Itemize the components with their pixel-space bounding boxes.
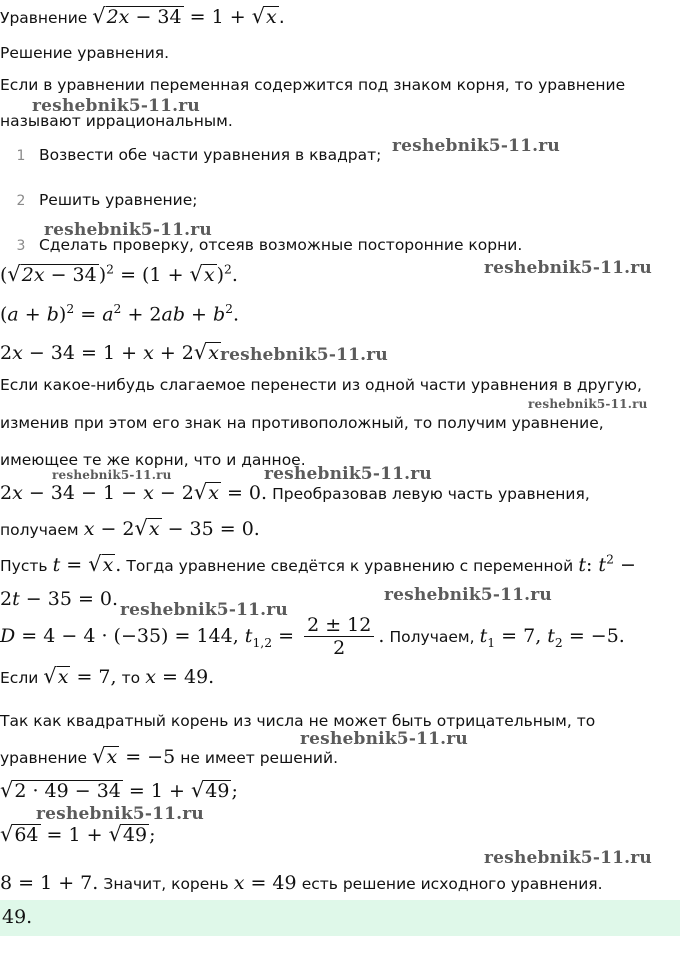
quadratic-equation: 2t − 35 = 0.	[0, 588, 119, 610]
negative-line-1: Так как квадратный корень из числа не может быть отрицательным, то	[0, 712, 596, 730]
transform-get: получаем	[0, 521, 79, 539]
equation-moved: 2x − 34 − 1 − x − 2√x = 0. Преобразовав левую часть уравнения,	[0, 480, 590, 504]
watermark: reshebnik5-11.ru	[384, 585, 552, 605]
watermark: reshebnik5-11.ru	[120, 600, 288, 620]
watermark: reshebnik5-11.ru	[300, 729, 468, 749]
if-line: Если √x = 7, то x = 49.	[0, 664, 215, 688]
conclusion-text-2: есть решение исходного уравнения.	[301, 875, 603, 893]
watermark: reshebnik5-11.ru	[528, 397, 648, 411]
discriminant-get: Получаем,	[389, 628, 475, 646]
answer-box	[0, 900, 680, 936]
check-line-1: √2 · 49 − 34 = 1 + √49 ;	[0, 778, 238, 802]
watermark: reshebnik5-11.ru	[52, 468, 172, 482]
watermark: reshebnik5-11.ru	[32, 96, 200, 116]
rule-line-3: имеющее те же корни, что и данное.	[0, 451, 306, 469]
watermark: reshebnik5-11.ru	[44, 220, 212, 240]
equation-simplified: получаем x − 2√x − 35 = 0.	[0, 516, 260, 540]
problem-prefix: Уравнение	[0, 9, 88, 27]
watermark: reshebnik5-11.ru	[484, 848, 652, 868]
step-number: 2	[16, 193, 26, 209]
intro-line-2: называют иррациональным.	[0, 112, 233, 130]
problem-statement: Уравнение √2x − 34 = 1 + √x .	[0, 4, 285, 28]
watermark: reshebnik5-11.ru	[392, 136, 560, 156]
step-number: 3	[16, 238, 26, 254]
equation-expanded: 2x − 34 = 1 + x + 2√x	[0, 340, 219, 364]
negative-line-2: уравнение √x = −5 не имеет решений.	[0, 744, 338, 768]
negative-prefix: уравнение	[0, 749, 88, 767]
step-text: Сделать проверку, отсеяв возможные посторонние корни.	[38, 236, 523, 254]
watermark: reshebnik5-11.ru	[264, 464, 432, 484]
discriminant-line: D = 4 − 4 · (−35) = 144, $t_{1,2}$ = $\frac{2 \pm 12}{2}$ . Получаем, $t_1 = 7$, $t_2 = -5$.	[0, 614, 625, 659]
step-item	[12, 146, 381, 164]
step-text: Решить уравнение;	[38, 191, 198, 209]
substitution-let: Пусть	[0, 557, 48, 575]
equation-identity: $(a + b)^2 = a^2 + 2ab + b^2$.	[0, 302, 240, 326]
step-text: Возвести обе части уравнения в квадрат;	[38, 146, 382, 164]
step-item	[12, 191, 197, 209]
check-line-2: √64 = 1 + √49 ;	[0, 822, 156, 846]
equation-squared: (√2x − 34 )$^2$ = (1 + √x )$^2$.	[0, 262, 238, 286]
watermark: reshebnik5-11.ru	[484, 258, 652, 278]
conclusion-text: Значит, корень	[103, 875, 229, 893]
then-word: то	[121, 669, 141, 687]
watermark: reshebnik5-11.ru	[220, 345, 388, 365]
substitution-then: Тогда уравнение сведётся к уравнению с переменной	[126, 557, 574, 575]
solution-heading: Решение уравнения.	[0, 44, 170, 62]
transform-text: Преобразовав левую часть уравнения,	[272, 485, 590, 503]
answer-value: 49.	[2, 906, 33, 928]
watermark: reshebnik5-11.ru	[36, 804, 204, 824]
rule-line-2: изменив при этом его знак на противоположный, то получим уравнение,	[0, 414, 604, 432]
conclusion-line: 8 = 1 + 7. Значит, корень x = 49 есть решение исходного уравнения.	[0, 872, 603, 894]
negative-suffix: не имеет решений.	[180, 749, 338, 767]
rule-line-1: Если какое-нибудь слагаемое перенести из одной части уравнения в другую,	[0, 376, 642, 394]
intro-line-1: Если в уравнении переменная содержится под знаком корня, то уравнение	[0, 76, 626, 94]
if-word: Если	[0, 669, 39, 687]
substitution-line: Пусть t = √x . Тогда уравнение сведётся к уравнению с переменной t: $t^2$ −	[0, 552, 636, 576]
step-number: 1	[16, 148, 26, 164]
